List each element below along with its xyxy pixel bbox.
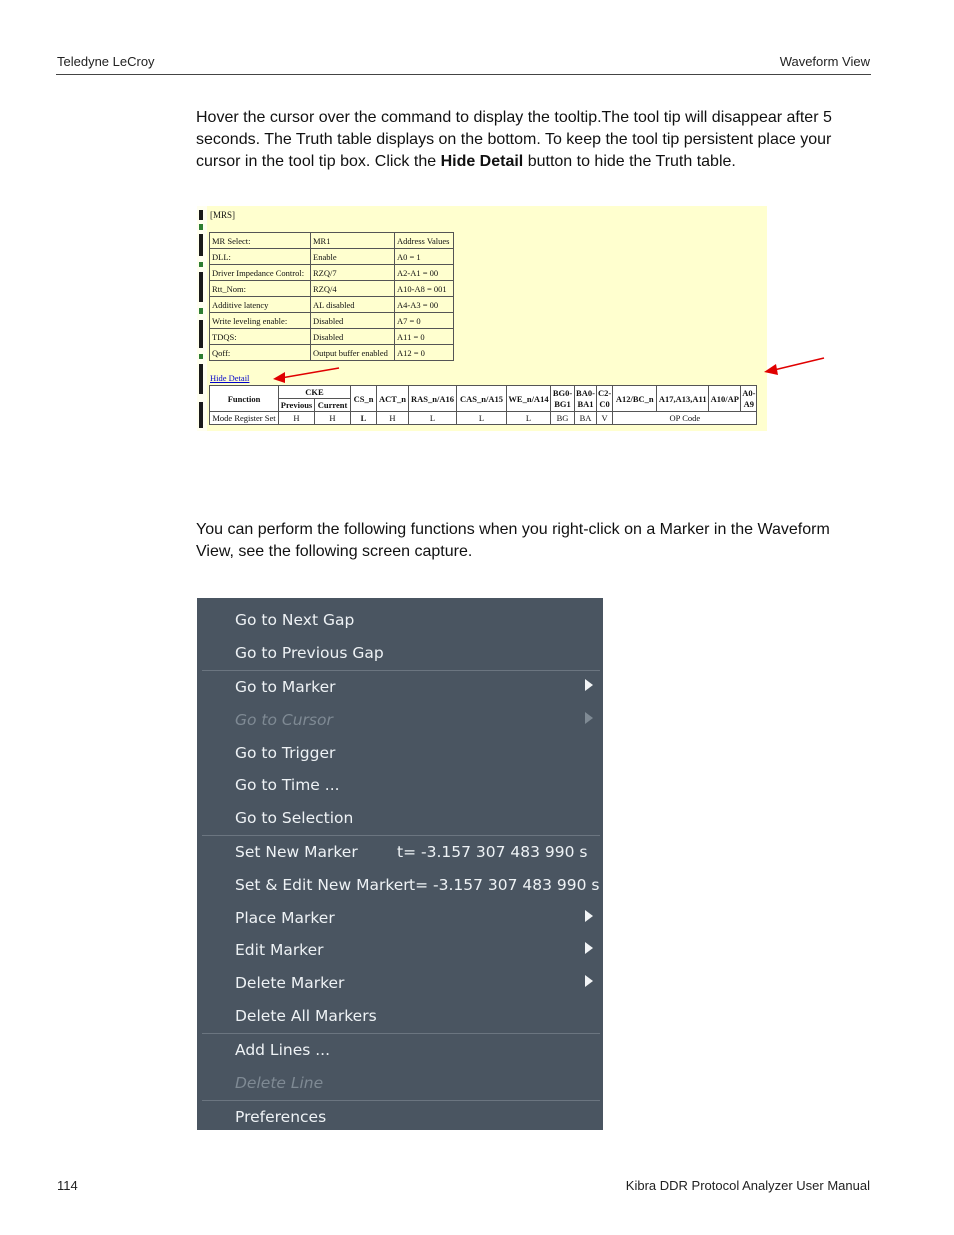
detail-cell: Address Values [395,233,454,249]
table-row [210,345,454,361]
detail-cell: Additive latency [210,297,311,313]
menu-item-label: Go to Marker [235,678,336,696]
detail-table [209,232,454,361]
truth-header: CKE [279,386,351,399]
truth-cell: BA [575,412,597,425]
truth-cell: L [507,412,551,425]
hide-detail-link[interactable]: Hide Detail [210,373,250,383]
truth-header-ba [575,386,597,412]
truth-cell: V [597,412,613,425]
menu-item-go-to-previous-gap[interactable] [235,644,384,662]
truth-header: CAS_n/A15 [457,386,507,412]
menu-separator [202,835,600,836]
truth-cell: OP Code [613,412,757,425]
truth-header-line: A9 [743,398,755,409]
menu-item-label: Delete Marker [235,974,345,992]
detail-cell: A11 = 0 [395,329,454,345]
intro-paragraph [196,107,872,173]
detail-cell: Driver Impedance Control: [210,265,311,281]
table-row [210,233,454,249]
table-row [210,249,454,265]
submenu-arrow-icon [585,942,593,954]
detail-cell: Disabled [311,313,395,329]
menu-item-label: Set & Edit New Marker [235,876,410,894]
truth-header-line: BG1 [554,398,571,409]
header-left: Teledyne LeCroy [57,54,155,69]
red-arrow-icon [267,364,347,388]
intro-bold-hide-detail: Hide Detail [440,153,524,170]
table-row [210,297,454,313]
menu-item-delete-all-markers[interactable] [235,1007,377,1025]
menu-item-set-new-marker[interactable] [235,843,588,865]
menu-item-preferences[interactable] [235,1108,326,1126]
truth-header: ACT_n [377,386,409,412]
detail-cell: TDQS: [210,329,311,345]
detail-cell: MR Select: [210,233,311,249]
intro-text-2: button to hide the Truth table. [523,153,736,170]
menu-item-label: Edit Marker [235,941,324,959]
marker-context-menu [197,598,603,1130]
menu-item-go-to-trigger[interactable] [235,744,335,762]
truth-cell: BG [551,412,575,425]
detail-cell: AL disabled [311,297,395,313]
table-row [210,281,454,297]
menu-item-edit-marker[interactable] [235,941,324,959]
menu-intro-paragraph: You can perform the following functions when you right-click on a Marker in the Waveform View, see the following screen capture. [196,521,830,560]
menu-item-label: Go to Cursor [235,711,333,729]
menu-item-delete-marker[interactable] [235,974,344,992]
truth-header-line: BG0- [552,387,573,398]
submenu-arrow-icon [585,910,593,922]
truth-header-bg [551,386,575,412]
menu-item-set-edit-new-marker[interactable] [235,876,600,898]
detail-cell: DLL: [210,249,311,265]
table-row [210,329,454,345]
detail-cell: Rtt_Nom: [210,281,311,297]
menu-item-place-marker[interactable] [235,909,335,927]
truth-cell: L [457,412,507,425]
tooltip-screenshot [197,206,767,431]
menu-separator [202,1033,600,1034]
truth-header: Function [210,386,279,412]
waveform-edge [197,206,207,431]
detail-cell: MR1 [311,233,395,249]
footer-manual-title: Kibra DDR Protocol Analyzer User Manual [625,1178,870,1193]
detail-cell: A12 = 0 [395,345,454,361]
truth-cell: L [351,412,377,425]
menu-item-label: Set New Marker [235,843,358,861]
detail-cell: A0 = 1 [395,249,454,265]
truth-header-line: BA1 [577,398,594,409]
tooltip-title: [MRS] [210,210,236,220]
menu-item-label: Go to Previous Gap [235,644,384,662]
truth-header: A10/AP [709,386,741,412]
truth-header-c [597,386,613,412]
truth-cell: H [377,412,409,425]
truth-header-line: C0 [599,398,610,409]
detail-cell: Qoff: [210,345,311,361]
truth-header: A12/BC_n [613,386,657,412]
detail-cell: A7 = 0 [395,313,454,329]
menu-item-label: Place Marker [235,909,335,927]
truth-header-line: A0- [742,387,756,398]
menu-item-label: Go to Next Gap [235,611,355,629]
menu-item-label: Go to Time ... [235,776,340,794]
menu-item-go-to-cursor [235,711,333,729]
detail-cell: A4-A3 = 00 [395,297,454,313]
truth-header-a0 [741,386,757,412]
menu-item-go-to-marker[interactable] [235,678,336,696]
menu-item-add-lines[interactable] [235,1041,330,1059]
menu-separator [202,1100,600,1101]
menu-item-go-to-time[interactable] [235,776,340,794]
truth-cell: Mode Register Set [210,412,279,425]
menu-item-go-to-selection[interactable] [235,809,353,827]
table-row [210,412,757,425]
menu-item-label: Delete All Markers [235,1007,377,1025]
truth-header-line: C2- [598,387,612,398]
truth-cell: L [409,412,457,425]
submenu-arrow-icon [585,679,593,691]
header-rule [56,74,871,75]
menu-separator [202,670,600,671]
truth-header: Current [315,399,351,412]
detail-cell: A2-A1 = 00 [395,265,454,281]
submenu-arrow-icon [585,975,593,987]
detail-cell: RZQ/7 [311,265,395,281]
page-number: 114 [57,1178,78,1193]
detail-cell: Disabled [311,329,395,345]
truth-header: RAS_n/A16 [409,386,457,412]
truth-header: WE_n/A14 [507,386,551,412]
menu-item-label: Add Lines ... [235,1041,331,1059]
detail-cell: Write leveling enable: [210,313,311,329]
menu-item-label: Go to Selection [235,809,354,827]
menu-item-delete-line [235,1074,323,1092]
truth-cell: H [279,412,315,425]
table-row [210,265,454,281]
intro-text-1: Hover the cursor over the command to display the tooltip.The tool tip will disappear after 5 seconds. The Truth table displays on the bottom. To keep the tool tip persistent place your cursor in the tool tip box. Click the [196,109,832,170]
detail-cell: RZQ/4 [311,281,395,297]
menu-item-go-to-next-gap[interactable] [235,611,354,629]
truth-header: Previous [279,399,315,412]
red-arrow-icon [758,353,828,379]
truth-cell: H [315,412,351,425]
table-row [210,313,454,329]
menu-item-time-value: t= -3.157 307 483 990 s [409,876,600,894]
detail-cell: A10-A8 = 001 [395,281,454,297]
truth-header: A17,A13,A11 [657,386,709,412]
detail-cell: Enable [311,249,395,265]
truth-table [209,385,757,425]
truth-header-line: BA0- [576,387,595,398]
submenu-arrow-icon [585,712,593,724]
truth-header: CS_n [351,386,377,412]
menu-item-label: Preferences [235,1108,327,1126]
header-right: Waveform View [779,54,870,69]
menu-item-time-value: t= -3.157 307 483 990 s [397,843,588,861]
menu-item-label: Delete Line [235,1074,324,1092]
detail-cell: Output buffer enabled [311,345,395,361]
menu-item-label: Go to Trigger [235,744,336,762]
